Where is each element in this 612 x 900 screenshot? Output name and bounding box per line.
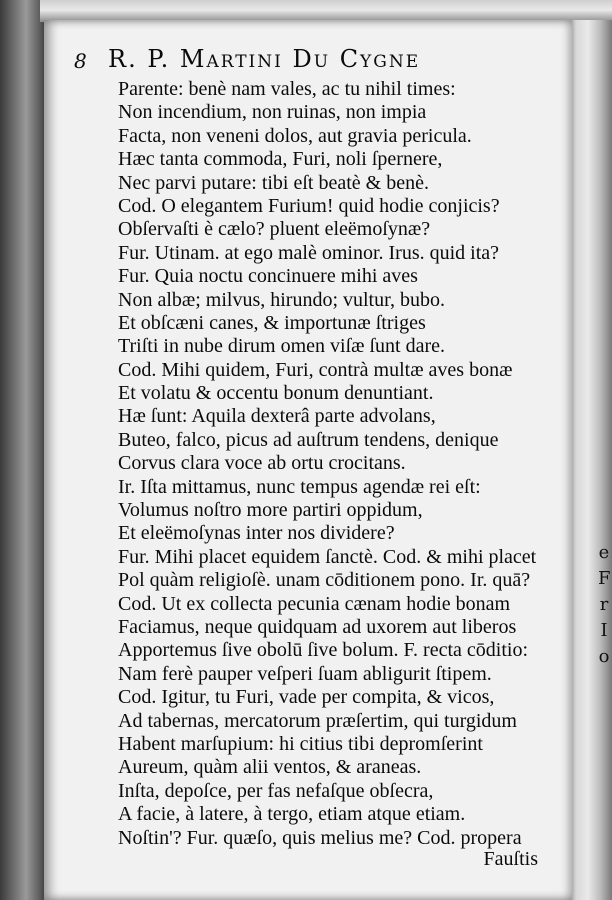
text-line: Non albæ; milvus, hirundo; vultur, bubo. [118, 288, 445, 311]
text-line: A facie, à latere, à tergo, etiam atque etiam. [118, 803, 466, 826]
text-line: Triſti in nube dirum omen viſæ ſunt dare. [118, 335, 446, 358]
text-line: Noſtin'? Fur. quæſo, quis melius me? Cod. propera [118, 826, 522, 849]
text-line: Volumus noſtro more partiri oppidum, [118, 499, 423, 522]
text-line: Fur. Utinam. at ego malè ominor. Irus. quid ita? [118, 241, 500, 264]
text-line: Aureum, quàm alii ventos, & araneas. [118, 756, 422, 779]
text-line: Apportemus ſive obolū ſive bolum. F. recta cōditio: [118, 639, 528, 662]
page-number: 8 [74, 49, 87, 73]
text-block [118, 78, 558, 850]
text-line: Parente: benè nam vales, ac tu nihil times: [118, 78, 456, 100]
text-line: Habent marſupium: hi citius tibi depromſerint [118, 732, 483, 755]
running-head [74, 35, 534, 75]
text-line: Non incendium, non ruinas, non impia [118, 101, 427, 124]
facing-page-fragments: e F r I o [598, 542, 611, 667]
text-line: Fur. Mihi placet equidem ſanctè. Cod. & mihi placet [118, 545, 537, 568]
text-line: Inſta, depoſce, per fas nefaſque obſecra, [118, 779, 434, 802]
right-page-edge [566, 20, 612, 900]
text-line: Et eleëmoſynas inter nos dividere? [118, 522, 395, 545]
text-line: Corvus clara voce ab ortu crocitans. [118, 452, 406, 475]
text-line: Nam ferè pauper veſperi ſuam abligurit ſtipem. [118, 662, 492, 685]
text-line: Cod. Mihi quidem, Furi, contrà multæ aves bonæ [118, 358, 513, 381]
text-line: Fur. Quia noctu concinuere mihi aves [118, 265, 418, 288]
text-line: Faciamus, neque quidquam ad uxorem aut liberos [118, 615, 517, 638]
text-line: Et volatu & occentu bonum denuntiant. [118, 382, 434, 405]
text-line: Cod. O elegantem Furium! quid hodie conjicis? [118, 194, 500, 217]
text-line: Pol quàm religioſè. unam cōditionem pono. Ir. quā? [118, 569, 531, 592]
text-line: Buteo, falco, picus ad auſtrum tendens, denique [118, 428, 499, 451]
text-line: Et obſcæni canes, & importunæ ſtriges [118, 311, 426, 334]
text-line: Ir. Iſta mittamus, nunc tempus agendæ rei eſt: [118, 475, 481, 498]
catchword: Fauſtis [483, 848, 538, 870]
running-title: R. P. Martini Du Cygne [108, 45, 421, 73]
text-line: Hæc tanta commoda, Furi, noli ſpernere, [118, 148, 443, 171]
left-page-edge [0, 0, 48, 900]
text-line: Cod. Igitur, tu Furi, vade per compita, & vicos, [118, 686, 495, 709]
text-line: Facta, non veneni dolos, aut gravia pericula. [118, 124, 472, 147]
text-line: Nec parvi putare: tibi eſt beatè & benè. [118, 171, 429, 194]
text-line: Cod. Ut ex collecta pecunia cænam hodie bonam [118, 592, 511, 615]
text-line: Obſervaſti è cælo? pluent eleëmoſynæ? [118, 218, 431, 241]
top-page-edge [40, 0, 612, 22]
text-line: Hæ ſunt: Aquila dexterâ parte advolans, [118, 405, 436, 428]
text-line: Ad tabernas, mercatorum præſertim, qui turgidum [118, 709, 517, 732]
